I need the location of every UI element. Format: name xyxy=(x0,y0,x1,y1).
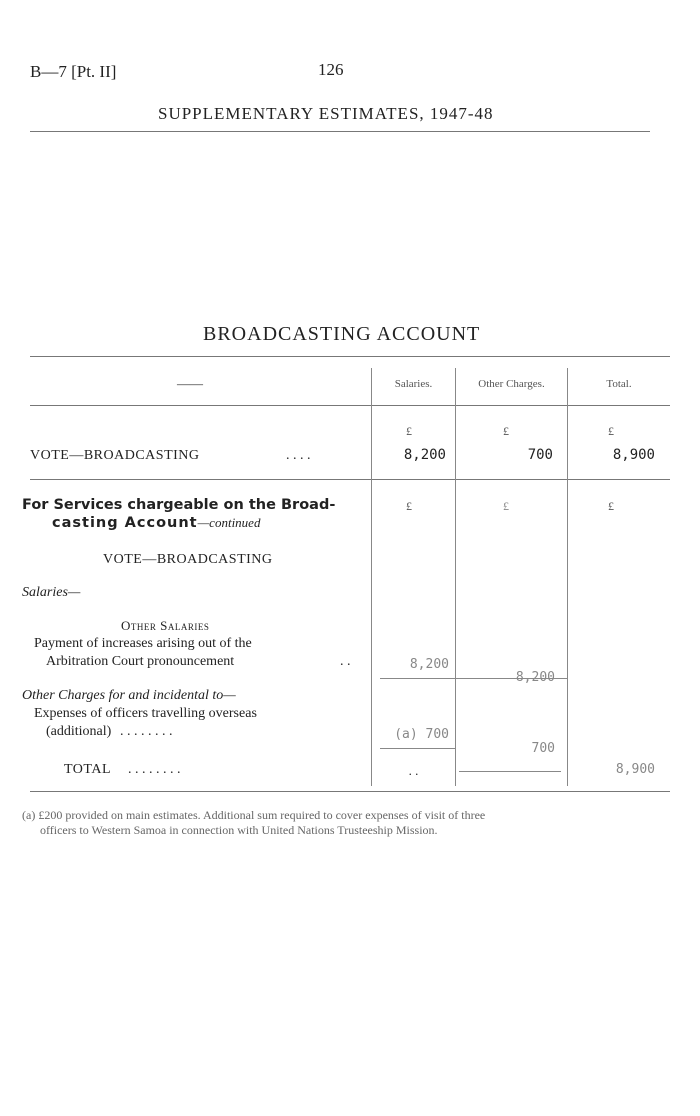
detail-total-currency: £ xyxy=(608,499,614,513)
column-divider-2 xyxy=(455,368,456,786)
footnote-line2: officers to Western Samoa in connection with United Nations Trusteeship Mission. xyxy=(40,823,438,837)
detail-other-currency: £ xyxy=(503,499,509,513)
section-title: BROADCASTING ACCOUNT xyxy=(203,323,481,345)
other-charges-label: Other Charges for and incidental to— xyxy=(22,688,236,703)
expenses-amount: (a) 700 xyxy=(394,727,449,742)
header-rule xyxy=(30,131,650,132)
detail-salaries-currency: £ xyxy=(406,499,412,513)
item-column-header: —— xyxy=(177,376,203,391)
payment-leader: . . xyxy=(340,654,351,669)
expenses-line2: (additional) xyxy=(46,724,112,739)
total-leader: . . . . . . . . xyxy=(128,762,181,777)
total-other-rule xyxy=(459,771,561,772)
expenses-line1: Expenses of officers travelling overseas xyxy=(34,706,257,721)
payment-subtotal: 8,200 xyxy=(515,670,555,685)
summary-total: 8,900 xyxy=(612,447,655,463)
page-number: 126 xyxy=(318,60,344,79)
detail-heading-account: casting Account xyxy=(52,515,198,531)
summary-total-currency: £ xyxy=(608,424,614,438)
column-divider-3 xyxy=(567,368,568,786)
table-bottom-rule xyxy=(30,791,670,792)
page-title: SUPPLEMENTARY ESTIMATES, 1947-48 xyxy=(158,104,494,123)
header-bottom-rule xyxy=(30,405,670,406)
summary-label: VOTE—BROADCASTING xyxy=(30,448,200,463)
summary-other-currency: £ xyxy=(503,424,509,438)
total-amount: 8,900 xyxy=(615,762,655,777)
payment-line2: Arbitration Court pronouncement xyxy=(46,654,235,669)
other-charges-column-header: Other Charges. xyxy=(478,378,545,390)
summary-salaries-currency: £ xyxy=(406,424,412,438)
detail-vote-label: VOTE—BROADCASTING xyxy=(103,552,273,567)
total-salaries: . . xyxy=(408,763,419,778)
expenses-leader: . . . . . . . . xyxy=(120,724,173,739)
detail-heading-line1: For Services chargeable on the Broad- xyxy=(22,497,336,513)
summary-leader: . . . . xyxy=(286,448,311,463)
payment-amount: 8,200 xyxy=(409,657,449,672)
summary-other-charges: 700 xyxy=(527,447,553,463)
payment-line1: Payment of increases arising out of the xyxy=(34,636,252,651)
detail-heading-continued: —continued xyxy=(197,515,261,530)
salaries-column-header: Salaries. xyxy=(394,378,433,390)
summary-bottom-rule xyxy=(30,479,670,480)
other-salaries-heading: Other Salaries xyxy=(121,618,210,633)
total-label: TOTAL xyxy=(64,762,112,777)
table-top-rule xyxy=(30,356,670,357)
salaries-label: Salaries— xyxy=(22,585,81,600)
detail-heading-line2 xyxy=(52,515,260,532)
expenses-subtotal-rule xyxy=(380,748,456,749)
summary-salaries: 8,200 xyxy=(403,447,446,463)
column-divider-1 xyxy=(371,368,372,786)
total-column-header: Total. xyxy=(606,378,632,390)
expenses-subtotal: 700 xyxy=(531,741,555,756)
header-left: B—7 [Pt. II] xyxy=(30,62,117,81)
footnote-line1: (a) £200 provided on main estimates. Additional sum required to cover expenses of visit of three xyxy=(22,808,486,822)
